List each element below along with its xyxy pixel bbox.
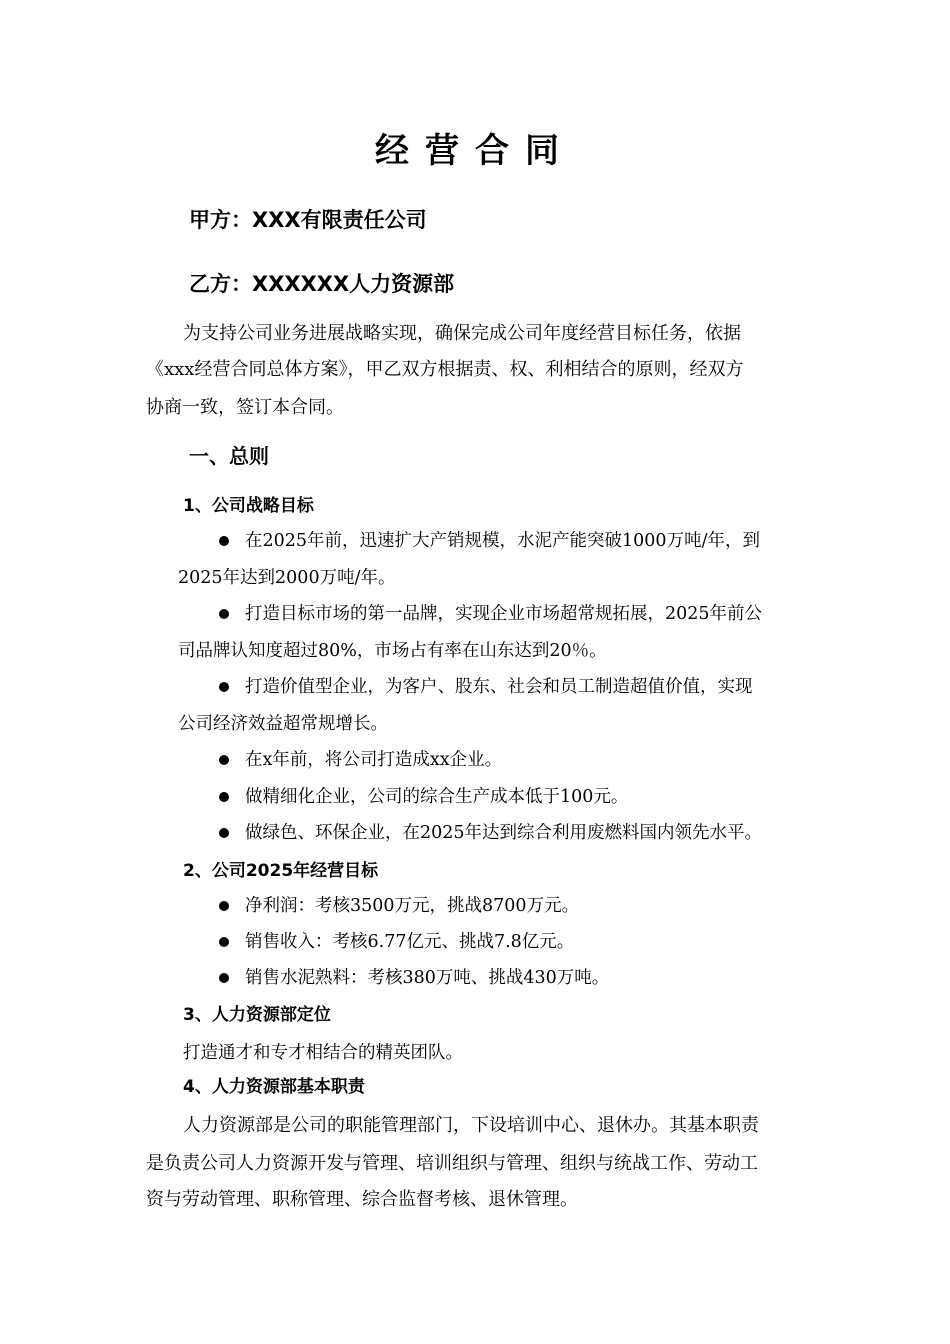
bullet-dot-icon	[219, 973, 229, 983]
strategy-bullet-4: 在x年前，将公司打造成xx企业。	[245, 750, 503, 770]
bullet-dot-icon	[219, 536, 229, 546]
bullet-dot-icon	[219, 828, 229, 838]
party-b: 乙方：XXXXXX人力资源部	[189, 272, 455, 296]
bullet-dot-icon	[219, 755, 229, 765]
subsection-2-heading: 2、公司2025年经营目标	[183, 861, 379, 881]
duties-line-3: 资与劳动管理、职称管理、综合监督考核、退休管理。	[146, 1189, 578, 1210]
target-bullet-1: 净利润：考核3500万元，挑战8700万元。	[245, 896, 580, 916]
bullet-dot-icon	[219, 937, 229, 947]
section-1-heading: 一、总则	[189, 444, 269, 468]
strategy-bullet-5: 做精细化企业，公司的综合生产成本低于100元。	[245, 787, 629, 807]
strategy-bullet-2-line-2: 司品牌认知度超过80%，市场占有率在山东达到20％。	[178, 641, 607, 661]
document-title: 经营合同	[375, 131, 575, 171]
strategy-bullet-3-line-1: 打造价值型企业，为客户、股东、社会和员工制造超值价值，实现	[245, 677, 753, 697]
intro-line-1: 为支持公司业务进展战略实现，确保完成公司年度经营目标任务，依据	[183, 323, 741, 344]
subsection-1-heading: 1、公司战略目标	[183, 496, 314, 516]
subsection-3-heading: 3、人力资源部定位	[183, 1005, 331, 1025]
strategy-bullet-6: 做绿色、环保企业，在2025年达到综合利用废燃料国内领先水平。	[245, 823, 763, 843]
subsection-4-heading: 4、人力资源部基本职责	[183, 1077, 365, 1097]
bullet-dot-icon	[219, 609, 229, 619]
party-a: 甲方：XXX有限责任公司	[189, 208, 427, 232]
positioning-text: 打造通才和专才相结合的精英团队。	[183, 1043, 463, 1063]
strategy-bullet-3-line-2: 公司经济效益超常规增长。	[178, 714, 388, 734]
strategy-bullet-1-line-1: 在2025年前，迅速扩大产销规模，水泥产能突破1000万吨/年，到	[245, 531, 760, 551]
intro-line-3: 协商一致，签订本合同。	[146, 397, 344, 418]
bullet-dot-icon	[219, 901, 229, 911]
duties-line-1: 人力资源部是公司的职能管理部门，下设培训中心、退休办。其基本职责	[183, 1115, 759, 1136]
target-bullet-3: 销售水泥熟料：考核380万吨、挑战430万吨。	[245, 968, 610, 988]
duties-line-2: 是负责公司人力资源开发与管理、培训组织与管理、组织与统战工作、劳动工	[146, 1153, 758, 1174]
bullet-dot-icon	[219, 682, 229, 692]
intro-line-2: 《xxx经营合同总体方案》，甲乙双方根据责、权、利相结合的原则，经双方	[146, 359, 744, 380]
bullet-dot-icon	[219, 792, 229, 802]
strategy-bullet-1-line-2: 2025年达到2000万吨/年。	[178, 568, 396, 588]
target-bullet-2: 销售收入：考核6.77亿元、挑战7.8亿元。	[245, 932, 575, 952]
strategy-bullet-2-line-1: 打造目标市场的第一品牌，实现企业市场超常规拓展，2025年前公	[245, 604, 763, 624]
